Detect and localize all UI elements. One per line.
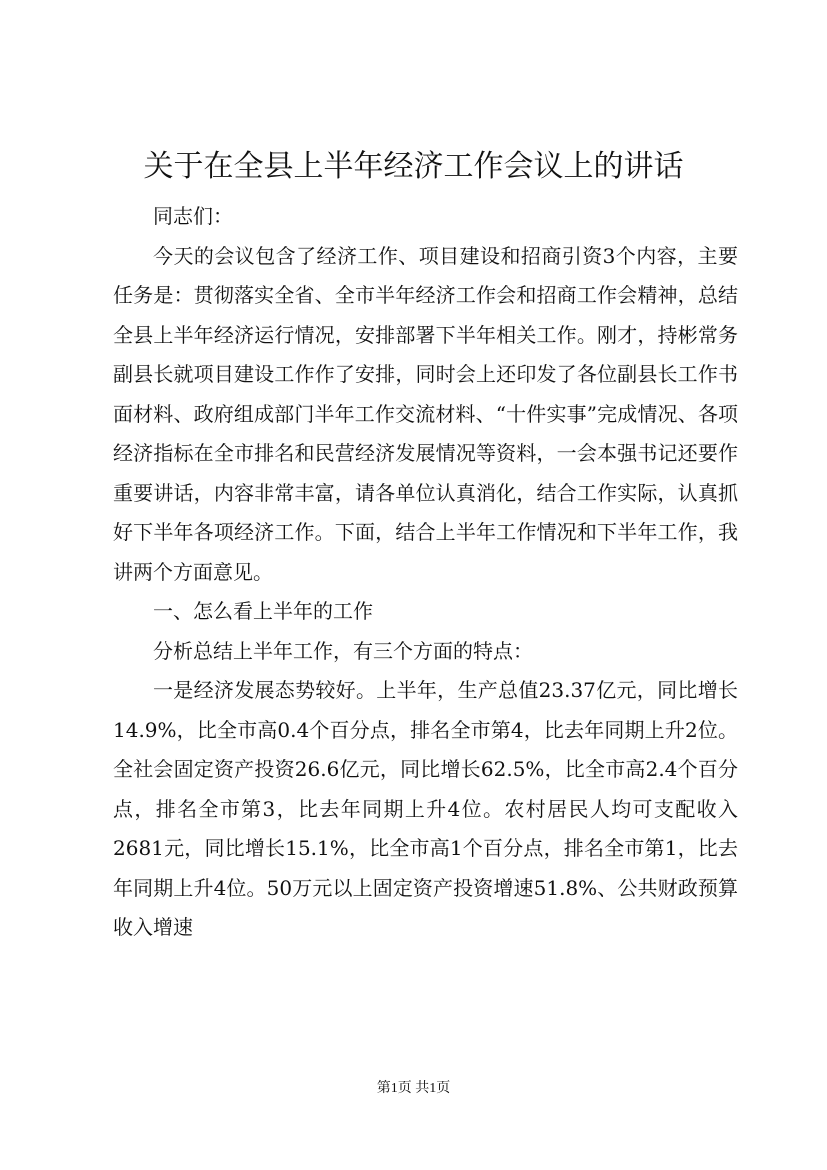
document-title: 关于在全县上半年经济工作会议上的讲话 bbox=[143, 149, 684, 184]
document-body bbox=[113, 197, 738, 948]
salutation: 同志们： bbox=[153, 204, 233, 228]
paragraph-intro: 今天的会议包含了经济工作、项目建设和招商引资3个内容，主要任务是：贯彻落实全省、全市半年经济工作会和招商工作会精神，总结全县上半年经济运行情况，安排部署下半年相关工作。刚才，持彬常务副县长就项目建设工作作了安排，同时会上还印发了各位副县长工作书面材料、政府组成部门半年工作交流材料、“十件实事”完成情况、各项经济指标在全市排名和民营经济发展情况等资料，一会本强书记还要作重要讲话，内容非常丰富，请各单位认真消化，结合工作实际，认真抓好下半年各项经济工作。下面，结合上半年工作情况和下半年工作，我讲两个方面意见。 bbox=[113, 243, 738, 584]
paragraph-summary: 分析总结上半年工作，有三个方面的特点： bbox=[153, 638, 533, 663]
section-heading: 一、怎么看上半年的工作 bbox=[153, 599, 373, 623]
page-footer: 第1页 共1页 bbox=[376, 1081, 451, 1096]
paragraph-point-one: 一是经济发展态势较好。上半年，生产总值23.37亿元，同比增长14.9%，比全市高0.4个百分点，排名全市第4，比去年同期上升2位。全社会固定资产投资26.6亿元，同比增长62.5%，比全市高2.4个百分点，排名全市第3，比去年同期上升4位。农村居民人均可支配收入2681元，同比增长15.1%，比全市高1个百分点，排名全市第1，比去年同期上升4位。50万元以上固定资产投资增速51.8%、公共财政预算收入增速 bbox=[113, 678, 738, 939]
